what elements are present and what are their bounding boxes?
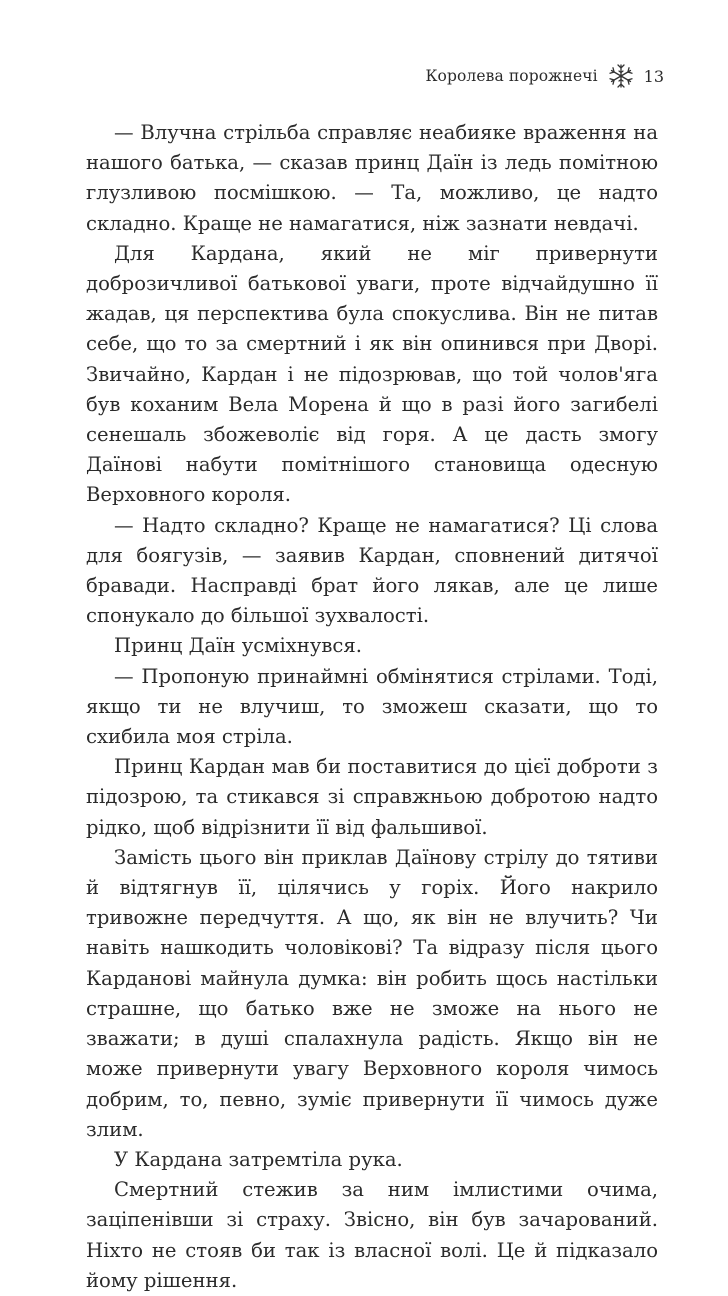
paragraph: — Пропоную принаймні обмінятися стрілами. Тоді, якщо ти не влучиш, то зможеш сказати, що то схибила моя стріла.	[86, 664, 658, 749]
paragraph: У Кардана затремтіла рука.	[114, 1147, 403, 1171]
paragraph: Для Кардана, який не міг привернути доброзичливої батькової уваги, проте відчайдушно її жадав, ця перспектива була спокуслива. Він не питав себе, що то за смертний і як він опинився при Дворі. Звичайно, Кардан і не підозрював, що той чолов'яга був коханим Вела Морена й що в разі його загибелі сенешаль збожеволіє від горя. А це дасть змогу Даїнові набути помітнішого становища одесную Верховного короля.	[86, 241, 658, 507]
paragraph: — Влучна стрільба справляє неабияке враження на нашого батька, — сказав принц Даїн із ледь помітною глузливою посмішкою. — Та, можливо, це надто складно. Краще не намагатися, ніж зазнати невдачі.	[86, 121, 658, 235]
paragraph: Принц Даїн усміхнувся.	[114, 634, 362, 658]
book-title: Королева порожнечі	[425, 67, 598, 85]
paragraph: Принц Кардан мав би поставитися до цієї доброти з підозрою, та стикався зі справжньою добротою надто рідко, щоб відрізнити її від фальшивої.	[86, 755, 658, 839]
paragraph: — Надто складно? Краще не намагатися? Ці слова для боягузів, — заявив Кардан, сповнений дитячої бравади. Насправді брат його лякав, але це лише спонукало до більшої зухвалості.	[86, 513, 658, 628]
page-body-text	[86, 118, 658, 1296]
paragraph: Замість цього він приклав Даїнову стрілу до тятиви й відтягнув її, цілячись у горіх. Його накрило тривожне передчуття. А що, як він не влучить? Чи навіть нашкодить чоловікові? Та відразу після цього Карданові майнула думка: він робить щось настільки страшне, що батько вже не зможе на нього не зважати; в душі спалахнула радість. Якщо він не може привернути увагу Верховного короля чимось добрим, то, певно, зуміє привернути її чимось дуже злим.	[86, 845, 658, 1141]
page-number: 13	[643, 66, 664, 86]
snowflake-icon	[608, 63, 634, 89]
paragraph: Смертний стежив за ним імлистими очима, заціпенівши зі страху. Звісно, він був зачарований. Ніхто не стояв би так із власної волі. Це й підказало йому рішення.	[86, 1178, 658, 1292]
running-header	[425, 64, 664, 88]
